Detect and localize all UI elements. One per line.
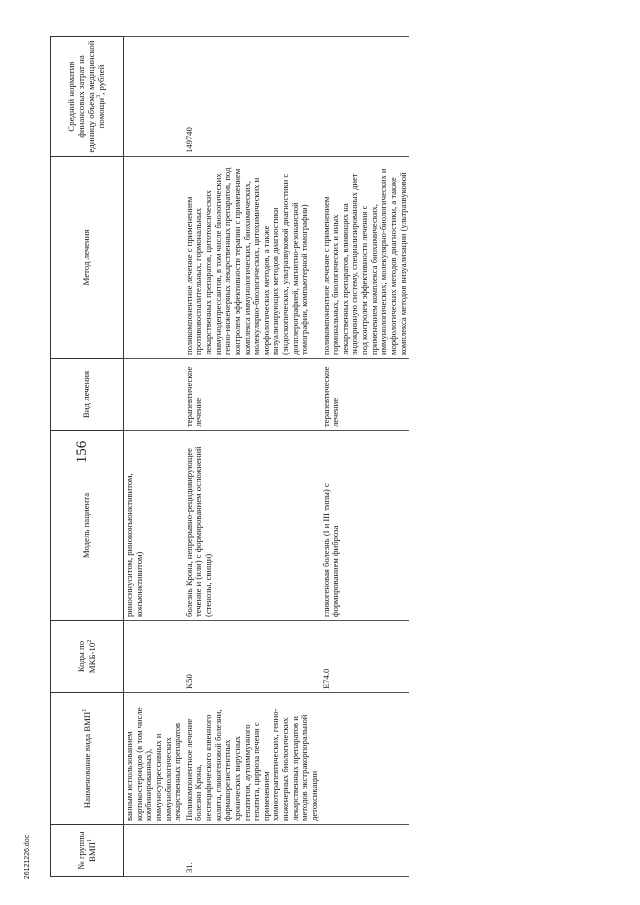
- cell-vmp-name: [321, 693, 410, 825]
- cell-icd-code: E74.0: [321, 621, 410, 693]
- cell-average-cost: 149740: [184, 37, 321, 157]
- header-treatment-method: Метод лечения: [51, 157, 124, 359]
- cell-group: [124, 825, 184, 877]
- document-reference: 26121226.doc: [24, 834, 31, 880]
- cell-treatment-type: [124, 359, 184, 431]
- cell-icd-code: K50: [184, 621, 321, 693]
- cell-patient-model: гликогеновая болезнь (I и III типы) с формированием фиброза: [321, 431, 410, 621]
- cell-treatment-method: [124, 157, 184, 359]
- table-row: [321, 37, 410, 877]
- header-patient-model: Модель пациента: [51, 431, 124, 621]
- cell-group: [321, 825, 410, 877]
- cell-treatment-type: терапевтическое лечение: [184, 359, 321, 431]
- cell-treatment-method: поликомпонентное лечение с применением гормональных, биологических и иных лекарственных препаратов, влияющих на эндокринную систему, специализированных диет под контролем эффективности лечения с применением комплекса биохимических, иммунологических, молекулярно-биологических и морфологических методов диагностики, а также комплекса методов визуализации (ультразвуковой: [321, 157, 410, 359]
- cell-patient-model: риносинуситом, риноконъюнктивитом, конъюнктивитом): [124, 431, 184, 621]
- cell-icd-code: [124, 621, 184, 693]
- header-icd-code: Коды по МКБ-10$^2$: [51, 621, 124, 693]
- cell-vmp-name: ванным использованием кортикостероидов (в том числе комбинированных), иммуносупрессивных и иммунобиологических лекарственных препаратов: [124, 693, 184, 825]
- cell-treatment-method: поликомпонентное лечение с применением противовоспалительных, гормональных лекарственных препаратов, цитотоксических иммунодепрессантов, в том числе биологических генно-инженерных лекарственных препаратов, под контролем эффективности терапии с применением комплекса иммунологических, биохимических, молекулярно-биологических, цитохимических и морфологических методов, а также визуализирующих методов диагностики (эндоскопических, ультразвуковой диагностики с допплерографией, магнитно-резонансной томографии, компьютерной томографии): [184, 157, 321, 359]
- header-group: № группы ВМП$^1$: [51, 825, 124, 877]
- vmp-table: [50, 36, 409, 877]
- header-treatment-type: Вид лечения: [51, 359, 124, 431]
- table-row: [184, 37, 321, 877]
- page-number: 156: [74, 440, 90, 464]
- cell-average-cost: [124, 37, 184, 157]
- table-header-row: [51, 37, 124, 877]
- cell-patient-model: болезнь Крона, непрерывно-рецидивирующее течение и (или) с формированием осложнений (стенозы, свищи): [184, 431, 321, 621]
- rotated-table-container: [50, 37, 590, 877]
- header-average-cost: Средний норматив финансовых затрат на единицу объема медицинской помощи$^3$, рублей: [51, 37, 124, 157]
- cell-group: 31.: [184, 825, 321, 877]
- header-vmp-name: Наименование вида ВМП$^1$: [51, 693, 124, 825]
- cell-treatment-type: терапевтическое лечение: [321, 359, 410, 431]
- table-row: [124, 37, 184, 877]
- cell-average-cost: [321, 37, 410, 157]
- cell-vmp-name: Поликомпонентное лечение болезни Крона, неспецифического язвенного колита, гликогеновой болезни, фармакорезистентных хронических вирусных гепатитов, аутоиммунного гепатита, цирроза печени с применением химиотерапевтических, генно-инженерных биологических лекарственных препаратов и методов экстракорпоральной детоксикации: [184, 693, 321, 825]
